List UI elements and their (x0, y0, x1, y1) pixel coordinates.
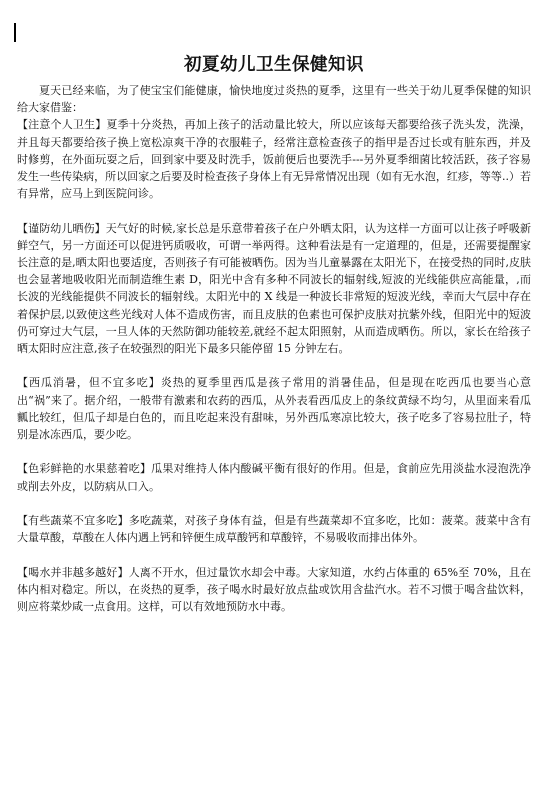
section-vegetables (17, 512, 531, 546)
section-body: 炎热的夏季里西瓜是孩子常用的消暑佳品，但是现在吃西瓜也要当心意出“祸”来了。据介绍，一般带有激素和农药的西瓜，从外表看西瓜皮上的条纹黄绿不均匀，从里面来看瓜瓤比较红，但瓜子却是白色的，而且吃起来没有甜味，另外西瓜寒凉比较大，孩子吃多了容易拉肚子，特别是冰冻西瓜，要少吃。 (17, 376, 532, 442)
section-heading: 【有些蔬菜不宜多吃】 (17, 514, 129, 528)
section-body: 瓜果对维持人体内酸碱平衡有很好的作用。但是，食前应先用淡盐水浸泡洗净或削去外皮，以防病从口入。 (17, 462, 532, 493)
text-cursor (14, 23, 16, 42)
section-heading: 【西瓜消暑，但不宜多吃】 (17, 376, 161, 390)
section-body: 天气好的时候,家长总是乐意带着孩子在户外晒太阳，认为这样一方面可以让孩子呼吸新鲜空气，另一方面还可以促进钙质吸收，可谓一举两得。这种看法是有一定道理的，但是，还需要提醒家长注意的是,晒太阳也要适度，否则孩子有可能被晒伤。因为当儿童暴露在太阳光下，在接受热的同时,皮肤也会显著地吸收阳光而制造维生素 D，阳光中含有多种不同波长的辐射线,短波的光线能供应高能量，,而长波的光线能提供不同波长的辐射线。太阳光中的 X 线是一种波长非常短的短波光线，幸而大气层中存在着保护层,以致使这些光线对人体不造成伤害，而且皮肤的色素也可保护皮肤对抗紫外线，但阳光中的短波仍可穿过大气层，一旦人体的天然防御功能较差,就经不起太阳照射，从而造成晒伤。所以，家长在给孩子晒太阳时应注意,孩子在较强烈的阳光下最多只能停留 15 分钟左右。 (17, 221, 532, 356)
section-watermelon (17, 374, 531, 443)
paragraph-gap (17, 357, 531, 374)
intro-paragraph: 夏天已经来临，为了使宝宝们能健康，愉快地度过炎热的夏季，这里有一些关于幼儿夏季保健的知识给大家借鉴： (17, 84, 531, 115)
section-heading: 【谨防幼儿晒伤】 (17, 221, 106, 235)
paragraph-gap (17, 202, 531, 219)
section-fruit (17, 460, 531, 494)
document-title: 初夏幼儿卫生保健知识 (184, 55, 364, 75)
section-sunburn (17, 220, 531, 358)
paragraph-gap (17, 495, 531, 512)
section-drinking-water (17, 564, 531, 616)
section-body: 人离不开水，但过量饮水却会中毒。大家知道，水约占体重的 65%至 70%，且在体内相对稳定。所以，在炎热的夏季，孩子喝水时最好放点盐或饮用含盐汽水。若不习惯于喝含盐饮料，则应将菜炒咸一点食用。这样，可以有效地预防水中毒。 (17, 565, 532, 614)
section-heading: 【色彩鲜艳的水果慈着吃】 (17, 462, 152, 476)
section-body: 多吃蔬菜，对孩子身体有益，但是有些蔬菜却不宜多吃，比如：菠菜。菠菜中含有大量草酸，草酸在人体内遇上钙和锌便生成草酸钙和草酸锌，不易吸收而排出体外。 (17, 514, 532, 545)
section-personal-hygiene (17, 116, 531, 202)
section-heading: 【注意个人卫生】 (17, 118, 107, 132)
paragraph-gap (17, 443, 531, 460)
paragraph-gap (17, 546, 531, 563)
section-heading: 【喝水并非越多越好】 (17, 565, 129, 579)
section-body: 夏季十分炎热，再加上孩子的活动量比较大，所以应该每天都要给孩子洗头发，洗澡，并且每天都要给孩子换上宽松凉爽干净的衣服鞋子，经常注意检查孩子的指甲是否过长或有脏东西，并及时修剪，在外面玩耍之后，回到家中要及时洗手，饭前便后也要洗手---另外夏季细菌比较活跃，孩子容易发生一些传染病，所以回家之后要及时检查孩子身体上有无异常情况出现（如有无水泡，红疹，等等..）若有异常，应马上到医院问诊。 (17, 118, 531, 201)
